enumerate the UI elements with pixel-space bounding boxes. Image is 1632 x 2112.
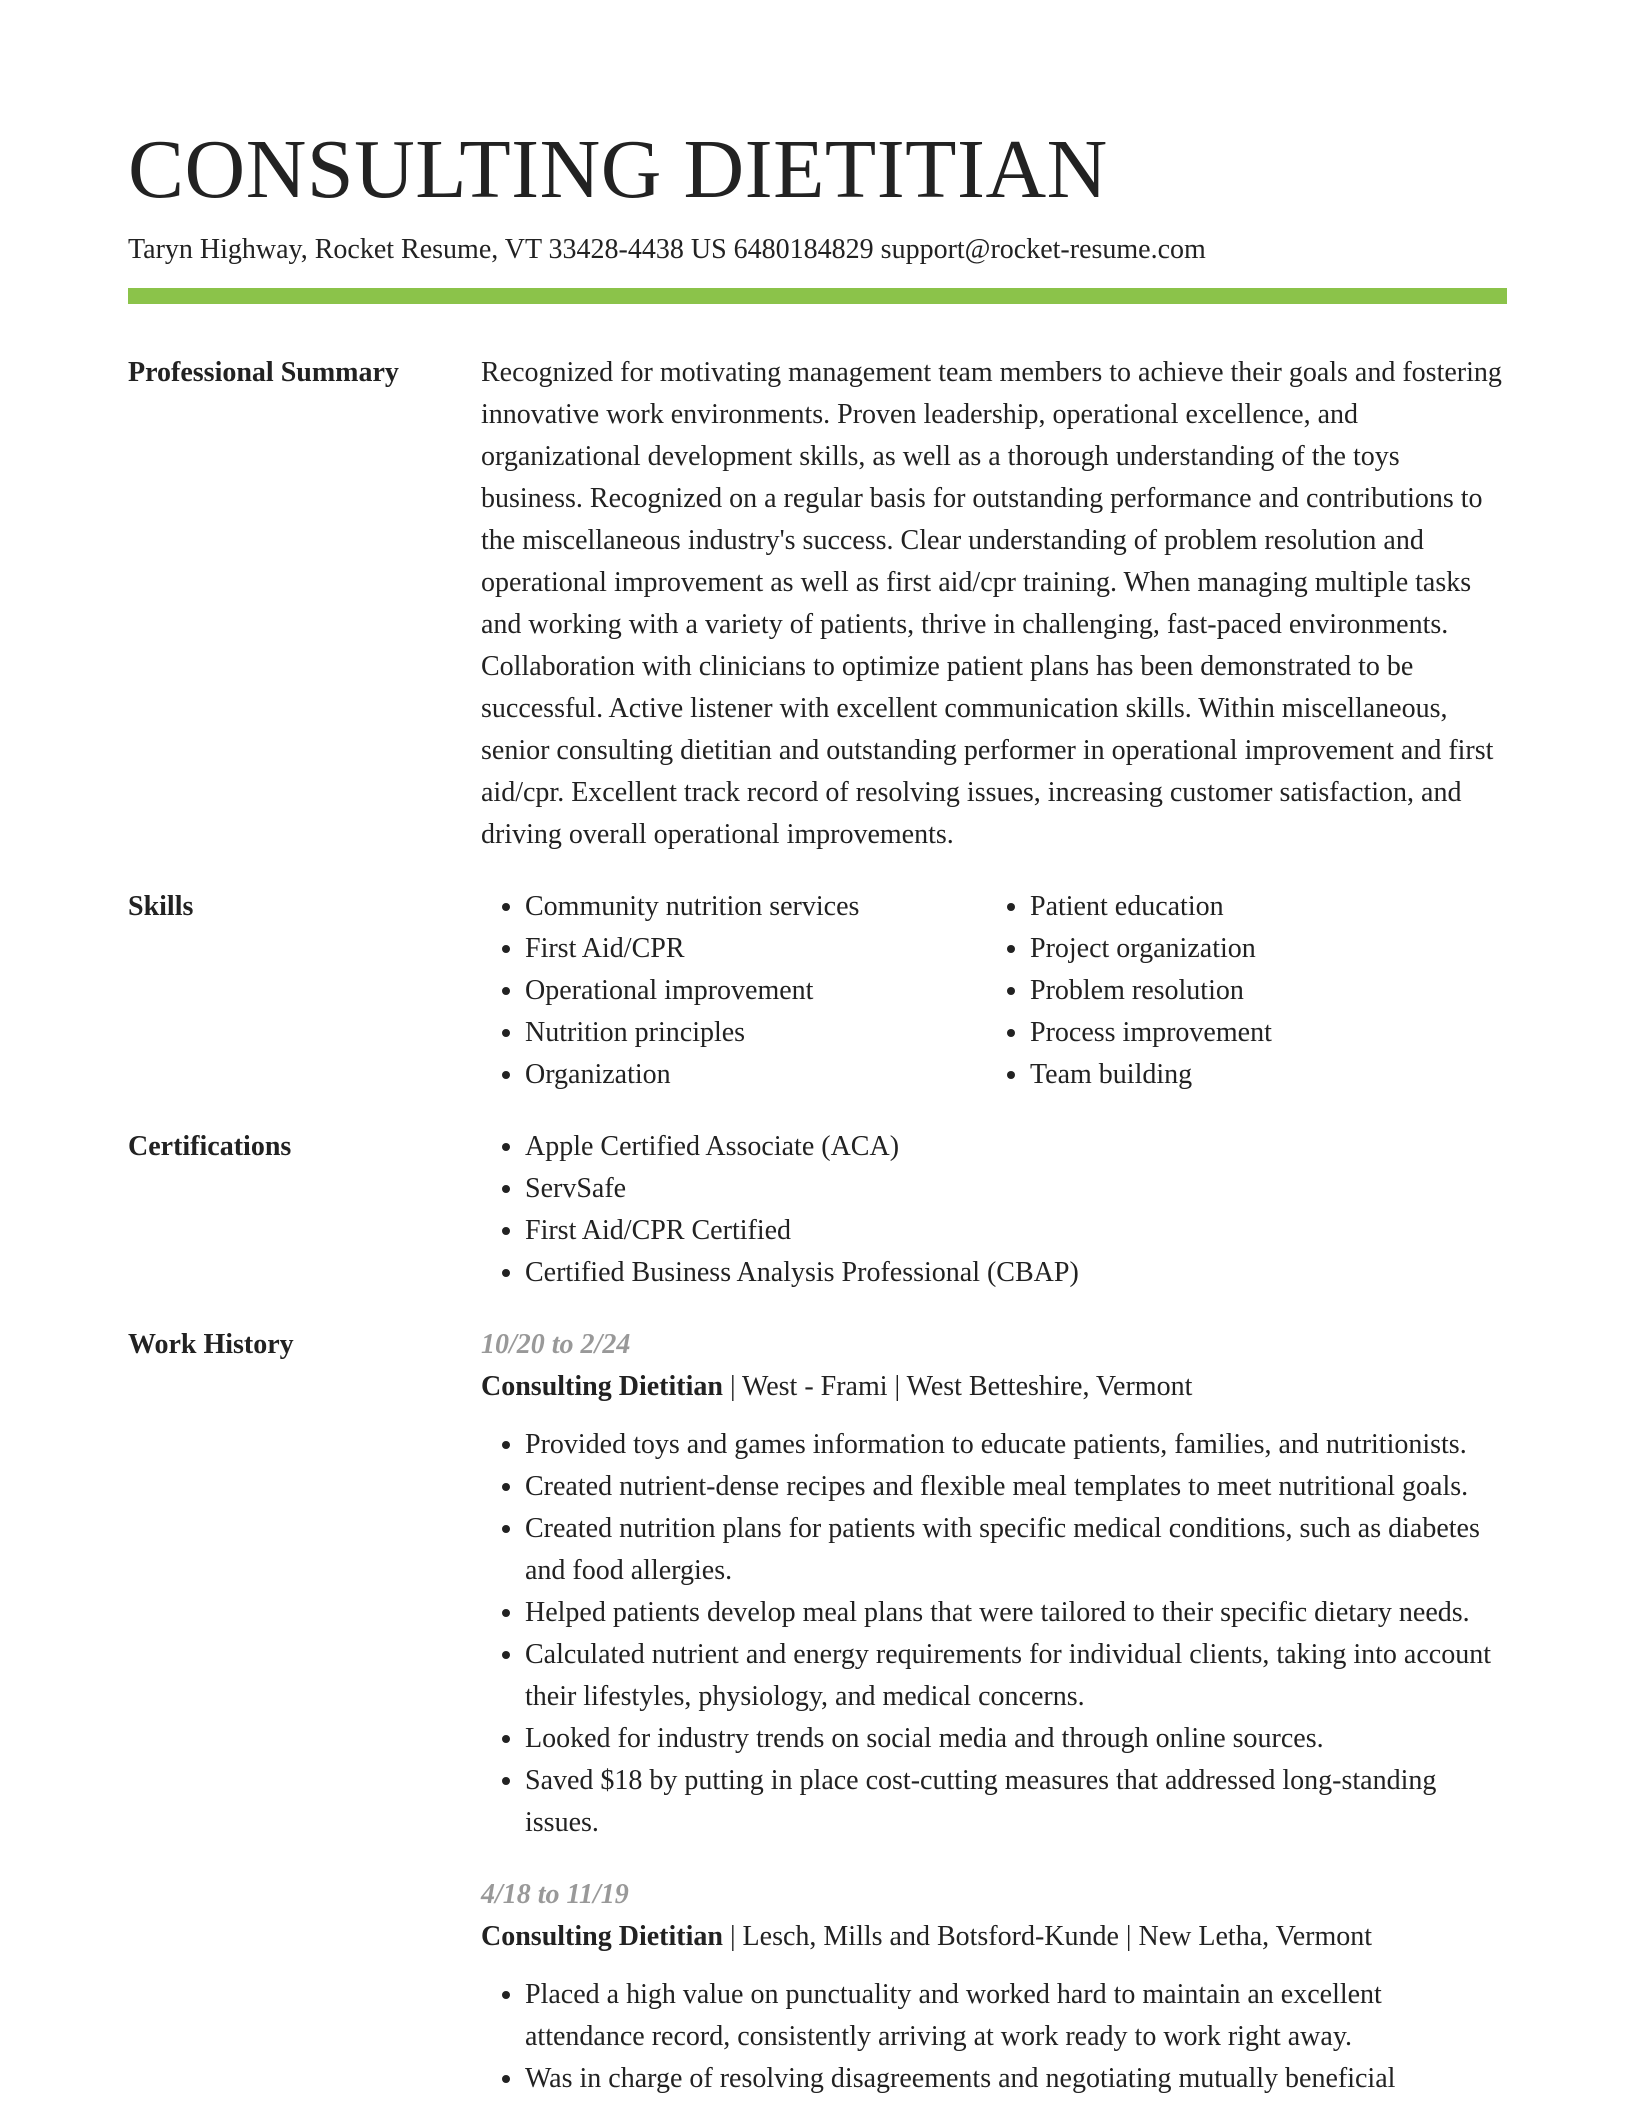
section-title-certifications: Certifications: [128, 1131, 292, 1162]
work-history-section: [128, 1324, 1507, 2100]
job-role: Consulting Dietitian: [481, 1921, 723, 1952]
contact-line: Taryn Highway, Rocket Resume, VT 33428-4438 US 6480184829 support@rocket-resume.com: [128, 234, 1206, 265]
skills-columns: [481, 886, 1507, 1096]
skills-list-right: [986, 886, 1491, 1096]
job-title-line: [481, 1916, 1507, 1958]
job-bullet: • Looked for industry trends on social media and through online sources.: [525, 1718, 1507, 1760]
job-bullet: • Created nutrient-dense recipes and flexible meal templates to meet nutritional goals.: [525, 1466, 1507, 1508]
resume-page: [128, 0, 1507, 2100]
job-bullet: • Calculated nutrient and energy requirements for individual clients, taking into account their lifestyles, physiology, and medical concerns.: [525, 1634, 1507, 1718]
job-bullet: • Was in charge of resolving disagreements and negotiating mutually beneficial: [525, 2058, 1507, 2100]
skill-item: • Nutrition principles: [525, 1012, 986, 1054]
skill-item: • Organization: [525, 1054, 986, 1096]
job-bullet: • Placed a high value on punctuality and worked hard to maintain an excellent attendance record, consistently arriving at work ready to work right away.: [525, 1974, 1507, 2058]
skill-item: • Community nutrition services: [525, 886, 986, 928]
job-details: | Lesch, Mills and Botsford-Kunde | New Letha, Vermont: [722, 1921, 1373, 1952]
skill-item: • Team building: [1030, 1054, 1491, 1096]
header-divider: [128, 288, 1507, 304]
section-title-summary: Professional Summary: [128, 357, 399, 388]
summary-section: [128, 352, 1507, 856]
section-title-work-history: Work History: [128, 1329, 294, 1360]
job-bullet-list: [481, 1974, 1507, 2100]
job-entry: [481, 1874, 1507, 2100]
job-bullet-list: [481, 1424, 1507, 1844]
section-title-skills: Skills: [128, 891, 194, 922]
job-dates: 10/20 to 2/24: [481, 1329, 631, 1360]
skill-item: • Process improvement: [1030, 1012, 1491, 1054]
job-bullet: • Provided toys and games information to educate patients, families, and nutritionists.: [525, 1424, 1507, 1466]
skill-item: • Problem resolution: [1030, 970, 1491, 1012]
job-title-line: [481, 1366, 1507, 1408]
certifications-body: [481, 1126, 1507, 1294]
work-history-body: [481, 1324, 1507, 2100]
job-entry: [481, 1324, 1507, 1844]
skill-item: • Project organization: [1030, 928, 1491, 970]
resume-title: CONSULTING DIETITIAN: [128, 123, 1108, 216]
certifications-list: [481, 1126, 1507, 1294]
certification-item: • Apple Certified Associate (ACA): [525, 1126, 1507, 1168]
certifications-section: [128, 1126, 1507, 1294]
summary-body: [481, 352, 1507, 856]
skills-section: [128, 886, 1507, 1096]
job-bullet: • Created nutrition plans for patients with specific medical conditions, such as diabetes and food allergies.: [525, 1508, 1507, 1592]
summary-text: Recognized for motivating management team members to achieve their goals and fostering innovative work environments. Proven leadership, operational excellence, and organizational development skills, as well as a thorough understanding of the toys business. Recognized on a regular basis for outstanding performance and contributions to the miscellaneous industry's success. Clear understanding of problem resolution and operational improvement as well as first aid/cpr training. When managing multiple tasks and working with a variety of patients, thrive in challenging, fast-paced environments. Collaboration with clinicians to optimize patient plans has been demonstrated to be successful. Active listener with excellent communication skills. Within miscellaneous, senior consulting dietitian and outstanding performer in operational improvement and first aid/cpr. Excellent track record of resolving issues, increasing customer satisfaction, and driving overall operational improvements.: [481, 357, 1502, 850]
certification-item: • Certified Business Analysis Professional (CBAP): [525, 1252, 1507, 1294]
job-details: | West - Frami | West Betteshire, Vermont: [722, 1371, 1193, 1402]
skill-item: • First Aid/CPR: [525, 928, 986, 970]
job-dates: 4/18 to 11/19: [481, 1879, 629, 1910]
skill-item: • Patient education: [1030, 886, 1491, 928]
skills-list-left: [481, 886, 986, 1096]
job-bullet: • Saved $18 by putting in place cost-cutting measures that addressed long-standing issues.: [525, 1760, 1507, 1844]
job-bullet: • Helped patients develop meal plans that were tailored to their specific dietary needs.: [525, 1592, 1507, 1634]
certification-item: • First Aid/CPR Certified: [525, 1210, 1507, 1252]
skill-item: • Operational improvement: [525, 970, 986, 1012]
job-role: Consulting Dietitian: [481, 1371, 723, 1402]
certification-item: • ServSafe: [525, 1168, 1507, 1210]
